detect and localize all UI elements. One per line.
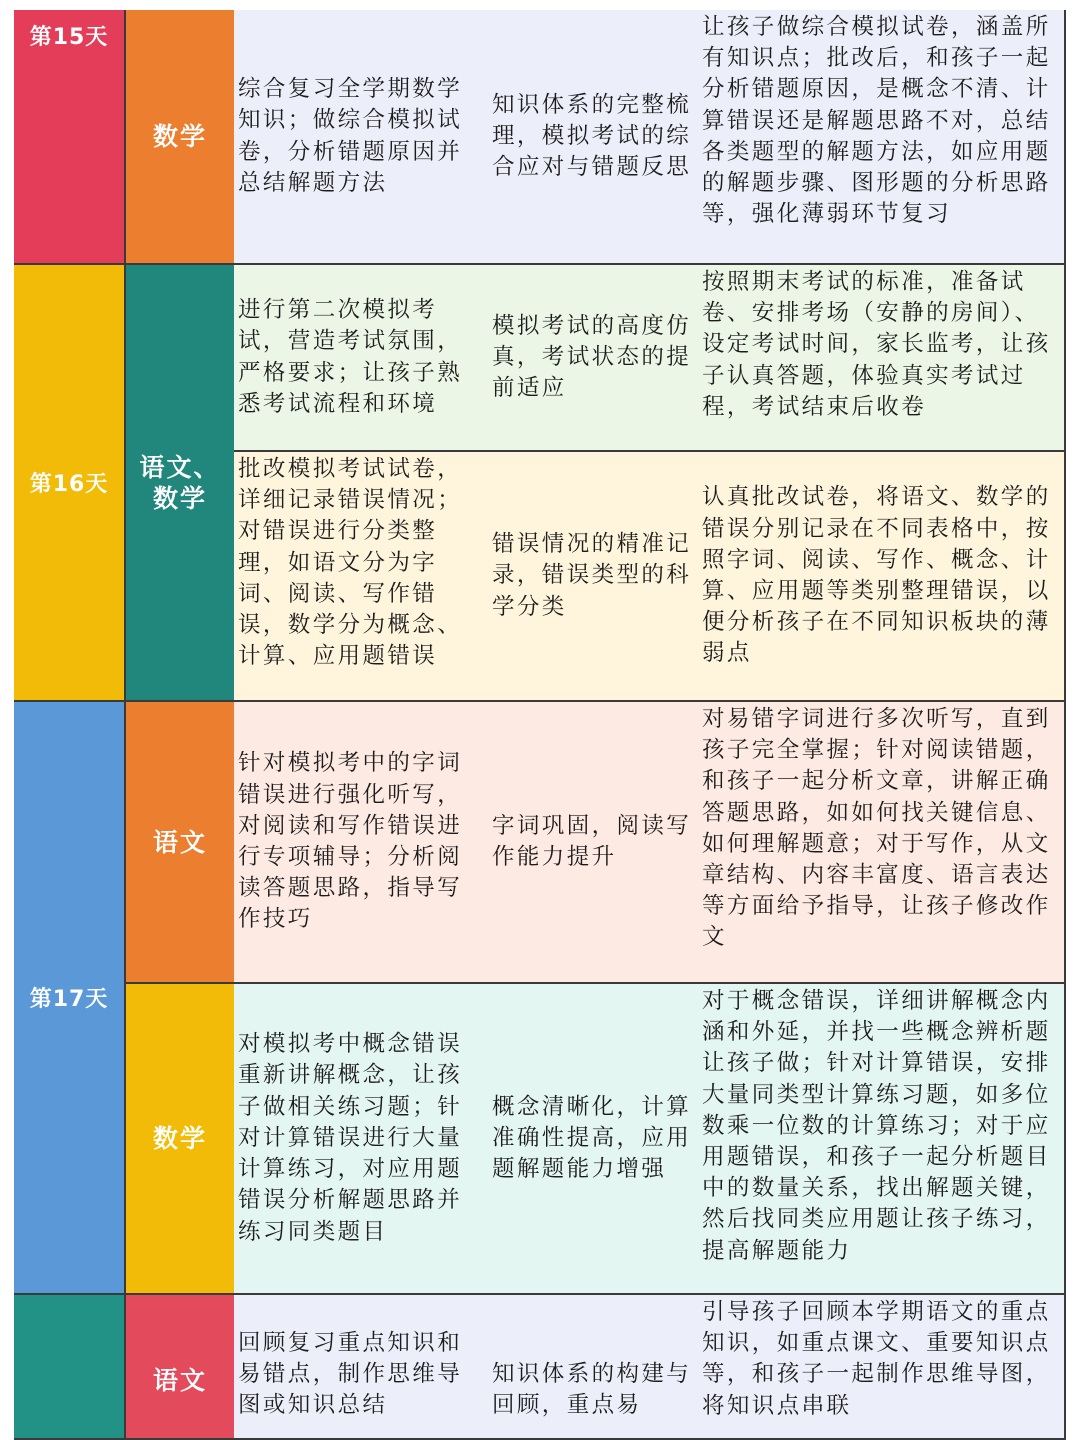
day-cell-16: 第16天 [14, 265, 126, 702]
goal-text: 概念清晰化，计算准确性提高，应用题解题能力增强 [492, 1093, 692, 1183]
goal-cell [488, 1295, 700, 1440]
content-cell [234, 702, 490, 984]
method-cell [698, 10, 1066, 265]
goal-text: 字词巩固，阅读写作能力提升 [492, 812, 692, 870]
goal-text: 知识体系的构建与回顾，重点易 [492, 1361, 692, 1419]
content-text: 针对模拟考中的字词错误进行强化听写，对阅读和写作错误进行专项辅导；分析阅读答题思路，指导写作技巧 [238, 750, 463, 933]
method-text: 认真批改试卷，将语文、数学的错误分别记录在不同表格中，按照字词、阅读、写作、概念、计算、应用题等类别整理错误，以便分析孩子在不同知识板块的薄弱点 [702, 484, 1051, 667]
method-text: 按照期末考试的标准，准备试卷、安排考场（安静的房间）、设定考试时间，家长监考，让孩子认真答题，体验真实考试过程，考试结束后收卷 [702, 269, 1051, 420]
method-cell [698, 1295, 1066, 1440]
method-cell [698, 984, 1066, 1295]
content-cell [234, 984, 490, 1295]
goal-cell [488, 702, 700, 984]
content-text: 回顾复习重点知识和易错点，制作思维导图或知识总结 [238, 1330, 463, 1419]
day-cell-17: 第17天 [14, 702, 126, 1295]
method-cell [698, 452, 1066, 702]
content-cell [234, 452, 490, 702]
subject-cell: 语文 [124, 1295, 236, 1440]
goal-cell [488, 452, 700, 702]
method-text: 引导孩子回顾本学期语文的重点知识，如重点课文、重要知识点等，和孩子一起制作思维导图，将知识点串联 [702, 1299, 1051, 1419]
day-cell-18 [14, 1295, 126, 1440]
goal-cell [488, 10, 700, 265]
subject-cell: 数学 [124, 10, 236, 265]
subject-cell: 语文、 数学 [124, 265, 236, 702]
method-text: 让孩子做综合模拟试卷，涵盖所有知识点；批改后，和孩子一起分析错题原因，是概念不清、计算错误还是解题思路不对，总结各类题型的解题方法，如应用题的解题步骤、图形题的分析思路等，强化薄弱环节复习 [702, 14, 1051, 228]
content-cell [234, 10, 490, 265]
content-cell [234, 1295, 490, 1440]
content-text: 综合复习全学期数学知识；做综合模拟试卷，分析错题原因并总结解题方法 [238, 76, 463, 196]
subject-cell: 语文 [124, 702, 236, 984]
goal-text: 模拟考试的高度仿真，考试状态的提前适应 [492, 312, 692, 402]
subject-cell: 数学 [124, 984, 236, 1295]
goal-text: 知识体系的完整梳理，模拟考试的综合应对与错题反思 [492, 91, 692, 181]
method-text: 对于概念错误，详细讲解概念内涵和外延，并找一些概念辨析题让孩子做；针对计算错误，安排大量同类型计算练习题，如多位数乘一位数的计算练习；对于应用题错误，和孩子一起分析题目中的数量关系，找出解题关键，然后找同类应用题让孩子练习，提高解题能力 [702, 988, 1051, 1264]
method-cell [698, 265, 1066, 452]
content-text: 批改模拟考试试卷，详细记录错误情况；对错误进行分类整理，如语文分为字词、阅读、写作错误，数学分为概念、计算、应用题错误 [238, 456, 463, 670]
day-cell-15: 第15天 [14, 10, 126, 265]
content-cell [234, 265, 490, 452]
content-text: 进行第二次模拟考试，营造考试氛围，严格要求；让孩子熟悉考试流程和环境 [238, 297, 463, 417]
goal-text: 错误情况的精准记录，错误类型的科学分类 [492, 531, 692, 620]
method-cell [698, 702, 1066, 984]
goal-cell [488, 984, 700, 1295]
goal-cell [488, 265, 700, 452]
content-text: 对模拟考中概念错误重新讲解概念，让孩子做相关练习题；针对计算错误进行大量计算练习，对应用题错误分析解题思路并练习同类题目 [238, 1031, 463, 1245]
method-text: 对易错字词进行多次听写，直到孩子完全掌握；针对阅读错题，和孩子一起分析文章，讲解正确答题思路，如如何找关键信息、如何理解题意；对于写作，从文章结构、内容丰富度、语言表达等方面给予指导，让孩子修改作文 [702, 706, 1051, 951]
